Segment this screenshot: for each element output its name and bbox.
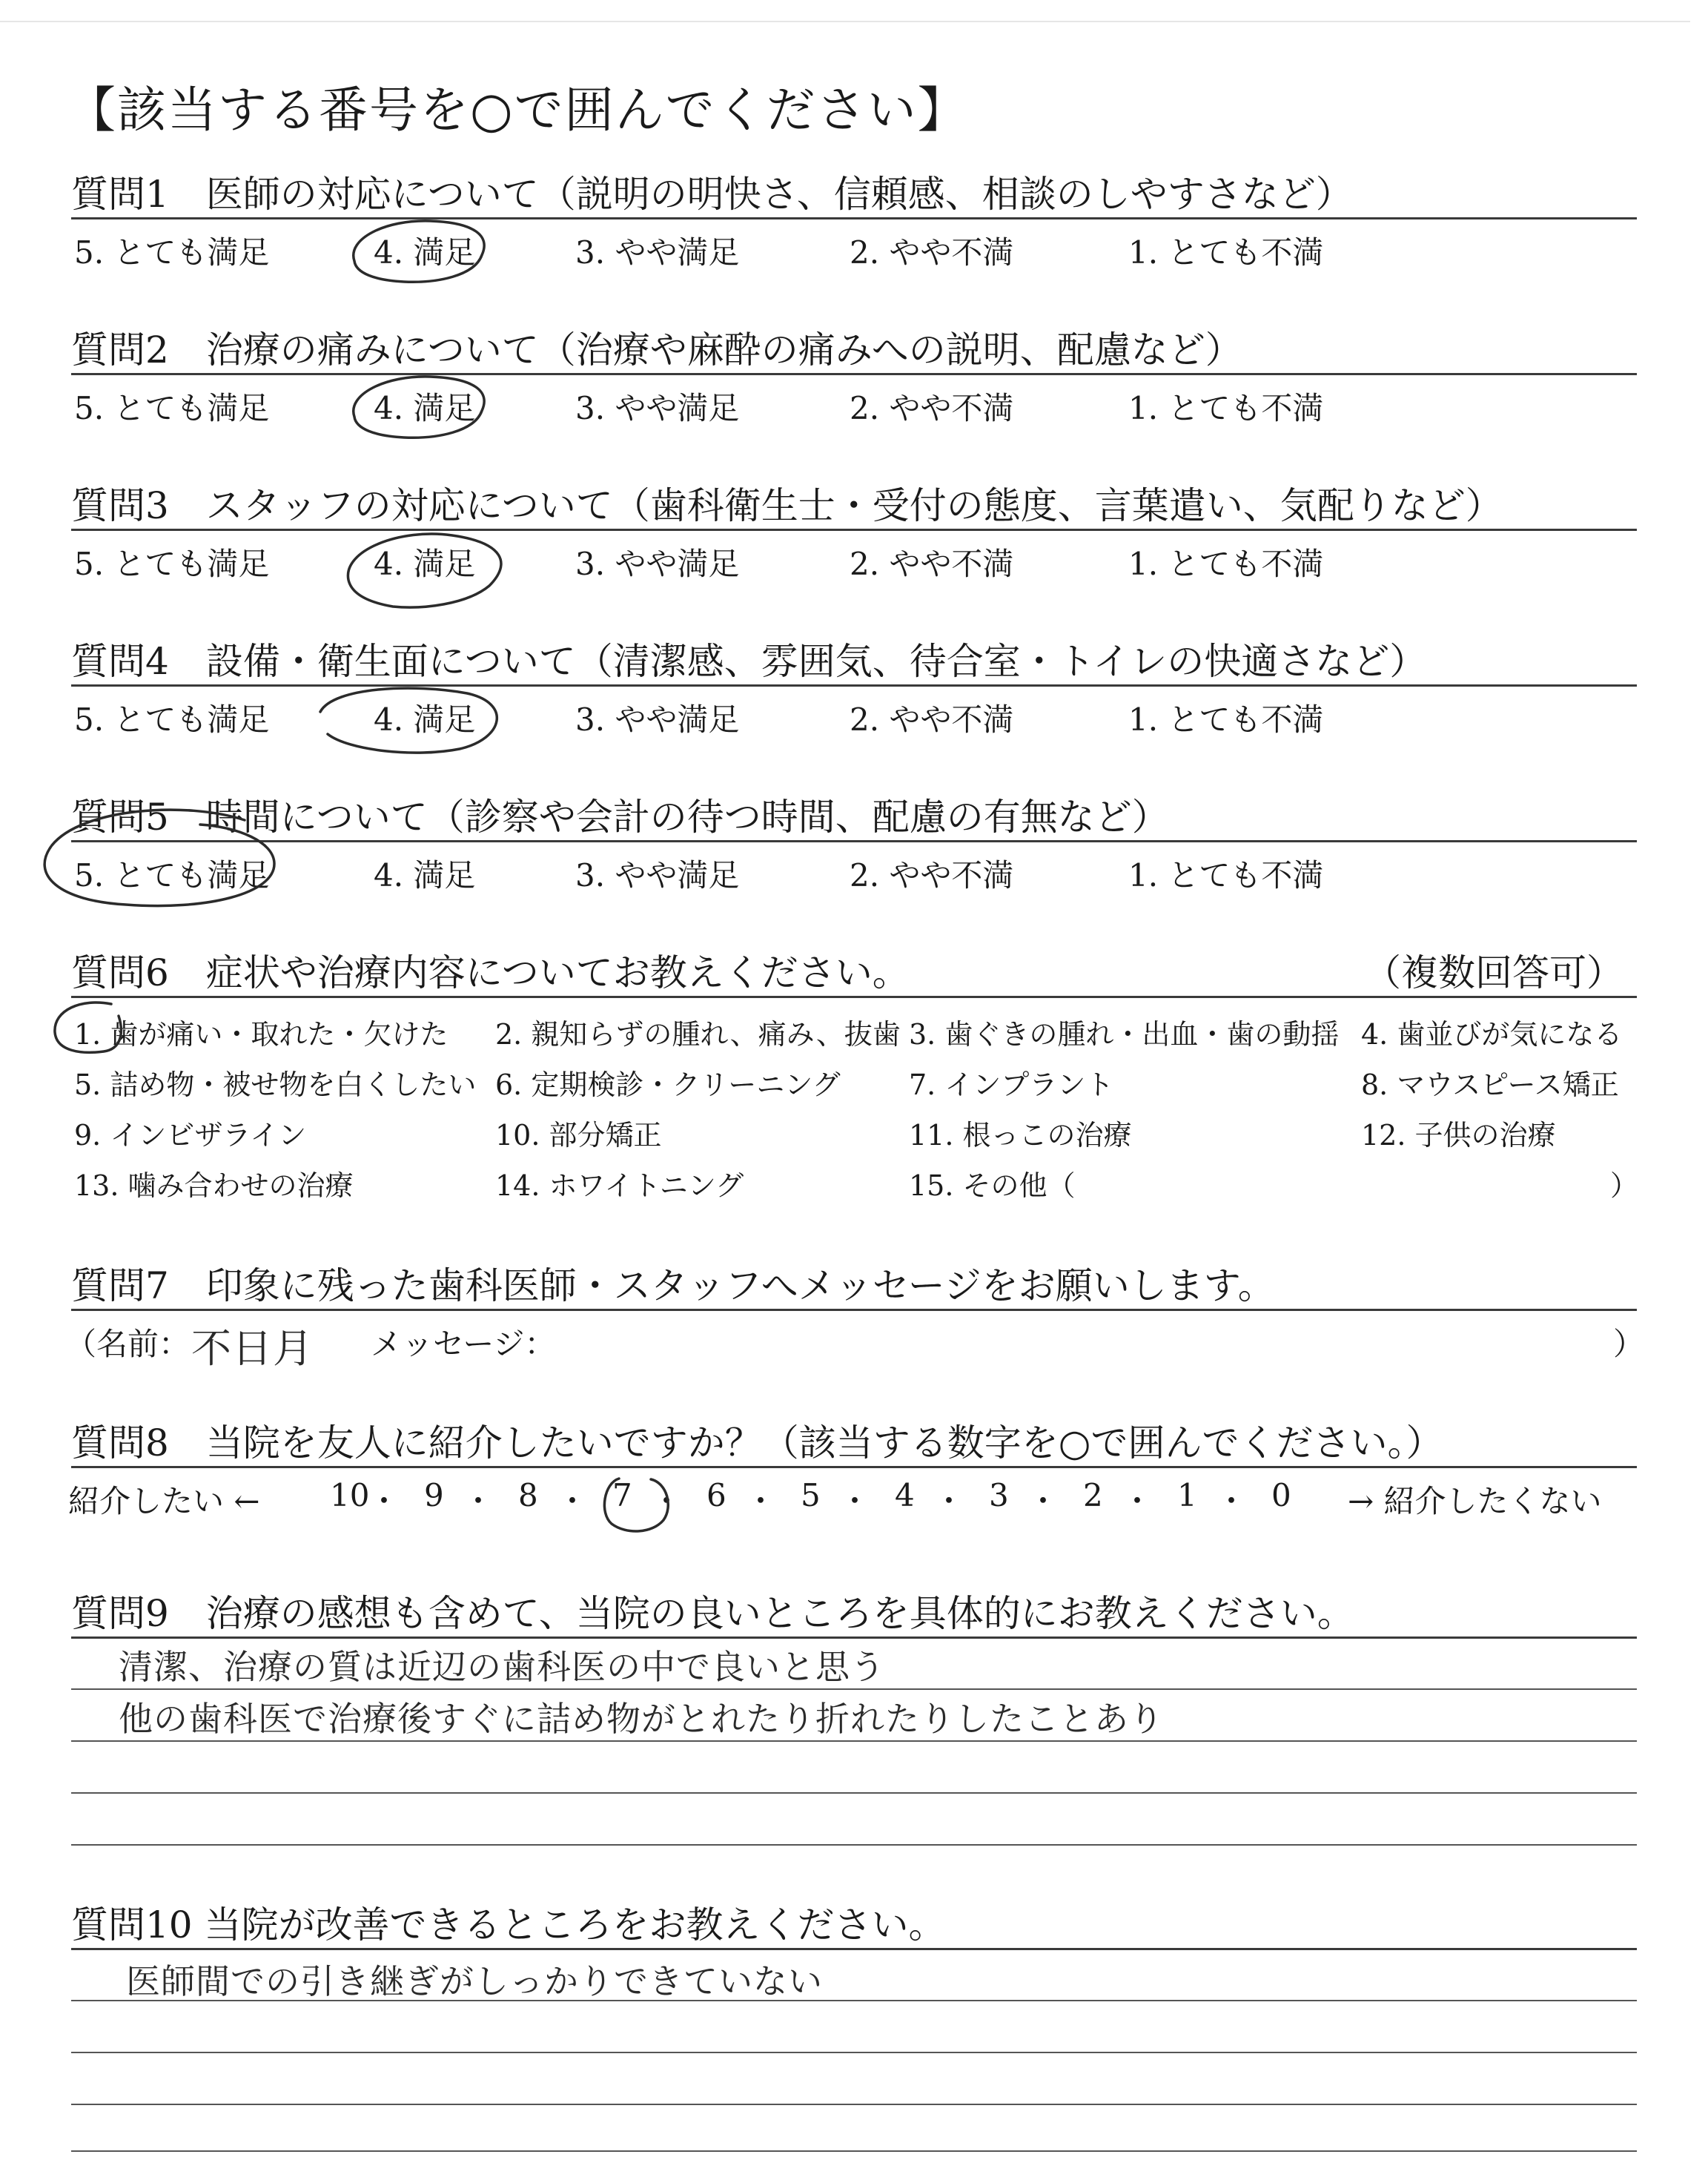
q6-opt-8[interactable]: 8. マウスピース矯正 (1361, 1069, 1619, 1101)
q3-opt-5[interactable]: 5. とても満足 (74, 546, 270, 582)
q6-opt-9[interactable]: 9. インビザライン (74, 1119, 307, 1152)
q5-opt-1[interactable]: 1. とても不満 (1128, 857, 1324, 894)
q8-circle-mark (604, 1479, 668, 1531)
q6-opt-3[interactable]: 3. 歯ぐきの腫れ・出血・歯の動揺 (909, 1018, 1340, 1051)
q8-separator: ・ (651, 1483, 683, 1519)
q8-scale-3[interactable]: 3 (989, 1477, 1009, 1513)
q6-opt-13[interactable]: 13. 噛み合わせの治療 (74, 1169, 354, 1202)
q1-title: 質問1 医師の対応について（説明の明快さ、信頼感、相談のしやすさなど） (71, 173, 1353, 216)
q4-opt-1[interactable]: 1. とても不満 (1128, 701, 1324, 738)
q8-scale-0[interactable]: 0 (1271, 1477, 1291, 1513)
q8-separator: ・ (933, 1483, 965, 1519)
q9-title: 質問9 治療の感想も含めて、当院の良いところを具体的にお教えください。 (71, 1592, 1354, 1635)
q2-opt-3[interactable]: 3. やや満足 (575, 390, 740, 426)
q8-separator: ・ (745, 1483, 777, 1519)
q6-opt-14[interactable]: 14. ホワイトニング (495, 1169, 744, 1202)
q2-circle-mark (354, 377, 484, 437)
q1-opt-4[interactable]: 4. 満足 (374, 234, 476, 271)
q5-circle-mark (44, 810, 274, 905)
q1-opt-5[interactable]: 5. とても満足 (74, 234, 270, 271)
q8-scale-7[interactable]: 7 (612, 1477, 632, 1513)
q8-scale-5[interactable]: 5 (801, 1477, 821, 1513)
q3-opt-3[interactable]: 3. やや満足 (575, 546, 740, 582)
q8-separator: ・ (1122, 1483, 1153, 1519)
q2-opt-5[interactable]: 5. とても満足 (74, 390, 270, 426)
q6-title: 質問6 症状や治療内容についてお教えください。 (71, 951, 910, 994)
q8-scale-4[interactable]: 4 (895, 1477, 915, 1513)
q8-title: 質問8 当院を友人に紹介したいですか？（該当する数字を○で囲んでください。） (71, 1421, 1443, 1464)
q4-opt-3[interactable]: 3. やや満足 (575, 701, 740, 738)
q1-circle-mark (354, 221, 484, 282)
q6-opt-6[interactable]: 6. 定期検診・クリーニング (495, 1069, 841, 1101)
q2-opt-4[interactable]: 4. 満足 (374, 390, 476, 426)
q4-circle-mark (320, 688, 497, 753)
q4-title: 質問4 設備・衛生面について（清潔感、雰囲気、待合室・トイレの快適さなど） (71, 640, 1427, 683)
q7-name-value[interactable]: 不日月 (191, 1325, 314, 1372)
q6-opt-11[interactable]: 11. 根っこの治療 (909, 1119, 1132, 1152)
q3-title: 質問3 スタッフの対応について（歯科衛生士・受付の態度、言葉遣い、気配りなど） (71, 484, 1503, 527)
q5-opt-4[interactable]: 4. 満足 (374, 857, 476, 894)
q7-message-label: メッセージ： (371, 1326, 556, 1362)
q8-scale-10[interactable]: 10 (330, 1477, 370, 1513)
q1-opt-1[interactable]: 1. とても不満 (1128, 234, 1324, 271)
q4-opt-4[interactable]: 4. 満足 (374, 701, 476, 738)
q2-opt-1[interactable]: 1. とても不満 (1128, 390, 1324, 426)
q9-answer-1[interactable]: 清潔、治療の質は近辺の歯科医の中で良いと思う (119, 1647, 885, 1687)
q5-opt-2[interactable]: 2. やや不満 (850, 857, 1014, 894)
q8-scale-1[interactable]: 1 (1177, 1477, 1197, 1513)
q6-opt-1[interactable]: 1. 歯が痛い・取れた・欠けた (74, 1018, 448, 1051)
q6-opt-7[interactable]: 7. インプラント (909, 1069, 1114, 1101)
q10-answer-1[interactable]: 医師間での引き継ぎがしっかりできていない (126, 1961, 823, 2001)
q8-scale-9[interactable]: 9 (424, 1477, 444, 1513)
q3-opt-2[interactable]: 2. やや不満 (850, 546, 1014, 582)
q7-close: ） (1613, 1326, 1645, 1362)
q6-opt-15[interactable]: 15. その他（ (909, 1169, 1076, 1202)
q6-opt-15-close: ） (1610, 1169, 1639, 1202)
q6-note: （複数回答可） (1364, 951, 1623, 994)
q3-circle-mark (348, 534, 501, 607)
q6-circle-mark (55, 1003, 121, 1052)
form-title: 【該当する番号を○で囲んでください】 (67, 82, 968, 139)
q3-opt-1[interactable]: 1. とても不満 (1128, 546, 1324, 582)
q8-separator: ・ (557, 1483, 589, 1519)
q8-separator: ・ (463, 1483, 494, 1519)
q8-separator: ・ (368, 1483, 400, 1519)
q7-title: 質問7 印象に残った歯科医師・スタッフへメッセージをお願いします。 (71, 1264, 1275, 1307)
q8-scale-8[interactable]: 8 (518, 1477, 538, 1513)
q1-opt-2[interactable]: 2. やや不満 (850, 234, 1014, 271)
q4-opt-2[interactable]: 2. やや不満 (850, 701, 1014, 738)
q8-separator: ・ (839, 1483, 871, 1519)
q8-separator: ・ (1216, 1483, 1248, 1519)
q8-scale-2[interactable]: 2 (1083, 1477, 1103, 1513)
q8-left-label: 紹介したい ← (68, 1483, 260, 1519)
q5-title: 質問5 時間について（診察や会計の待つ時間、配慮の有無など） (71, 796, 1169, 839)
q3-opt-4[interactable]: 4. 満足 (374, 546, 476, 582)
q6-opt-2[interactable]: 2. 親知らずの腫れ、痛み、抜歯 (495, 1018, 901, 1051)
q6-opt-4[interactable]: 4. 歯並びが気になる (1361, 1018, 1623, 1051)
q5-opt-3[interactable]: 3. やや満足 (575, 857, 740, 894)
q4-opt-5[interactable]: 5. とても満足 (74, 701, 270, 738)
q2-title: 質問2 治療の痛みについて（治療や麻酔の痛みへの説明、配慮など） (71, 328, 1242, 371)
q8-separator: ・ (1027, 1483, 1059, 1519)
q5-opt-5[interactable]: 5. とても満足 (74, 857, 270, 894)
q6-opt-10[interactable]: 10. 部分矯正 (495, 1119, 662, 1152)
q9-answer-2[interactable]: 他の歯科医で治療後すぐに詰め物がとれたり折れたりしたことあり (119, 1699, 1164, 1739)
q8-scale-6[interactable]: 6 (706, 1477, 726, 1513)
q6-opt-12[interactable]: 12. 子供の治療 (1361, 1119, 1556, 1152)
q8-right-label: → 紹介したくない (1348, 1483, 1602, 1519)
q2-opt-2[interactable]: 2. やや不満 (850, 390, 1014, 426)
q7-name-label: （名前： (65, 1326, 191, 1362)
q10-title: 質問10 当院が改善できるところをお教えください。 (71, 1903, 946, 1946)
q1-opt-3[interactable]: 3. やや満足 (575, 234, 740, 271)
q6-opt-5[interactable]: 5. 詰め物・被せ物を白くしたい (74, 1069, 477, 1101)
